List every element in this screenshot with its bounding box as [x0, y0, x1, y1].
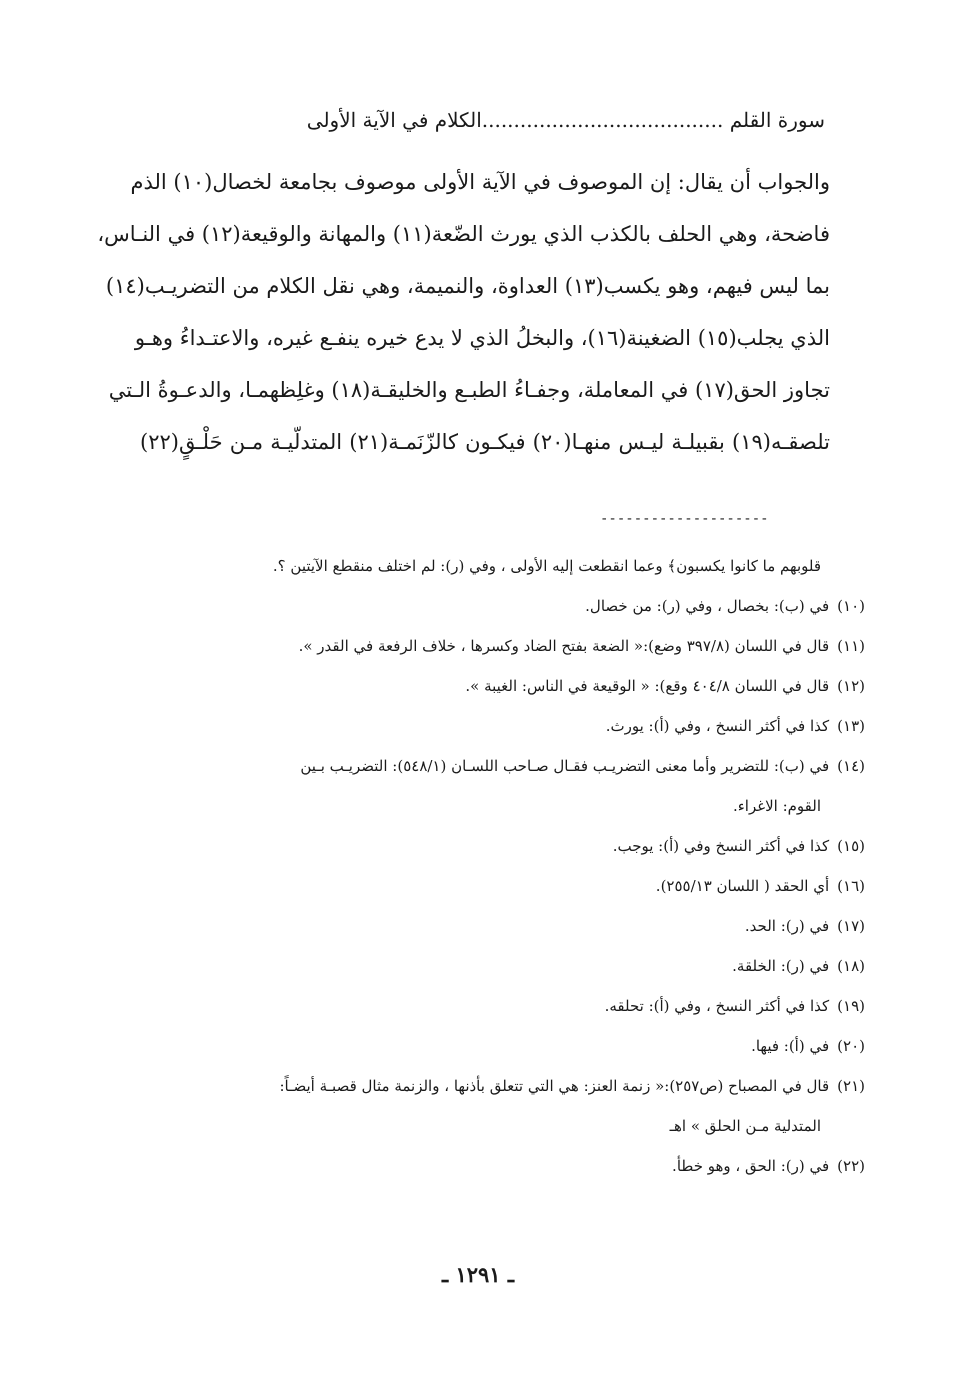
header-leader-dots: ...................................... [481, 108, 724, 132]
footnote-separator: -------------------- [600, 511, 769, 527]
footnote [140, 586, 865, 626]
main-text-line: الذي يجلب(١٥) الضغينة(١٦)، والبخلُ الذي لا يدع خيره ينفـع غيره، والاعتـداءُ وهـو [134, 326, 830, 350]
footnote-number: (١٣) [837, 717, 865, 735]
footnote-number: (١٦) [837, 877, 865, 895]
running-header [145, 108, 825, 132]
footnote [140, 1146, 865, 1186]
footnote-number: (٢٠) [837, 1037, 865, 1055]
footnote-text: المتدلية مـن الحلق » اهـ [669, 1117, 821, 1135]
footnote [140, 626, 865, 666]
main-text-line: تجاوز الحق(١٧) في المعاملة، وجفـاءُ الطبـع والخليقـة(١٨) وغلِظهمـا، والدعـوةُ الـتي [108, 378, 830, 402]
footnote [140, 746, 865, 786]
footnote-text: في (أ): فيها. [751, 1037, 830, 1055]
footnote-text: في (ر): الحد. [744, 917, 830, 935]
footnote-text: قال في اللسان (٣٩٧/٨ وضع):« الضعة بفتح الضاد وكسرها ، خلاف الرفعة في القدر ». [298, 637, 830, 655]
main-text-line: فاضحة، وهي الحلف بالكذب الذي يورث الضّعة(١١) والمهانة والوقيعة(١٢) في النـاس، [97, 222, 830, 246]
footnote-number: (١٠) [837, 597, 865, 615]
footnote-number: (١٨) [837, 957, 865, 975]
main-text-line: بما ليس فيهم، وهو يكسب(١٣) العداوة، والنميمة، وهي نقل الكلام من التضريـب(١٤) [105, 274, 830, 298]
footnote-text: في (ر): الحق ، وهو خطأ. [672, 1157, 830, 1175]
footnote-text: قلوبهم ما كانوا يكسبون﴾ وعما انقطعت إليه الأولى ، وفي (ر): لم اختلف منقطع الآيتين ؟. [272, 557, 821, 575]
footnote-text: في (ب): للتضرير وأما معنى التضريـب فقـال صـاحب اللسـان (٥٤٨/١): التضريـب بـين [300, 757, 830, 775]
footnote [140, 906, 865, 946]
main-text-line: والجواب أن يقال: إن الموصوف في الآية الأولى موصوف بجامعة لخصال(١٠) الذم [130, 170, 830, 194]
footnote-number: (١٤) [837, 757, 865, 775]
footnote-text: قال في المصباح (ص٢٥٧):« زنمة العنز: هي التي تتعلق بأذنها ، والزنمة مثال قصبـة أيضـاً: [279, 1077, 830, 1095]
footnote-number: (١١) [837, 637, 865, 655]
footnote-text: القوم: الاغراء. [732, 797, 821, 815]
footnote-text: أي الحقد ( اللسان ٢٥٥/١٣). [655, 877, 830, 895]
footnote-number: (١٩) [837, 997, 865, 1015]
footnote-number: (٢٢) [837, 1157, 865, 1175]
footnote-text: كذا في أكثر النسخ ، وفي (أ): تحلقه. [604, 997, 830, 1015]
footnote-number: (٢١) [837, 1077, 865, 1095]
footnote [140, 946, 865, 986]
footnote-text: في (ب): بخصال ، وفي (ر): من خصال. [585, 597, 830, 615]
footnote-text: قال في اللسان ٤٠٤/٨ وقع): « الوقيعة في الناس: الغيبة ». [465, 677, 830, 695]
main-text [97, 156, 830, 468]
footnote [140, 1026, 865, 1066]
footnote-continuation [140, 1106, 865, 1146]
footnote [140, 986, 865, 1026]
footnote [140, 826, 865, 866]
footnote [140, 666, 865, 706]
footnote-text: كذا في أكثر النسخ ، وفي (أ): يورث. [605, 717, 830, 735]
page-number: ـ ١٢٩١ ـ [441, 1262, 515, 1287]
main-text-line: تلصقـه(١٩) بقبيلـة ليـس منهـا(٢٠) فيكـون كالزّنَمـة(٢١) المتدلّيـة مـن حَلْـقٍ(٢٢) [140, 430, 830, 454]
footnotes [140, 546, 865, 1186]
footnote-text: في (ر): الخلقة. [732, 957, 830, 975]
footnote [140, 706, 865, 746]
footnote [140, 1066, 865, 1106]
footnote-continuation [140, 546, 865, 586]
header-section: الكلام في الآية الأولى [306, 108, 482, 132]
footnote-text: كذا في أكثر النسخ وفي (أ): يوجب. [612, 837, 830, 855]
footnote [140, 866, 865, 906]
footnote-number: (١٧) [837, 917, 865, 935]
footnote-number: (١٥) [837, 837, 865, 855]
footnote-number: (١٢) [837, 677, 865, 695]
header-surah: سورة القلم [729, 108, 825, 132]
footnote-continuation [140, 786, 865, 826]
